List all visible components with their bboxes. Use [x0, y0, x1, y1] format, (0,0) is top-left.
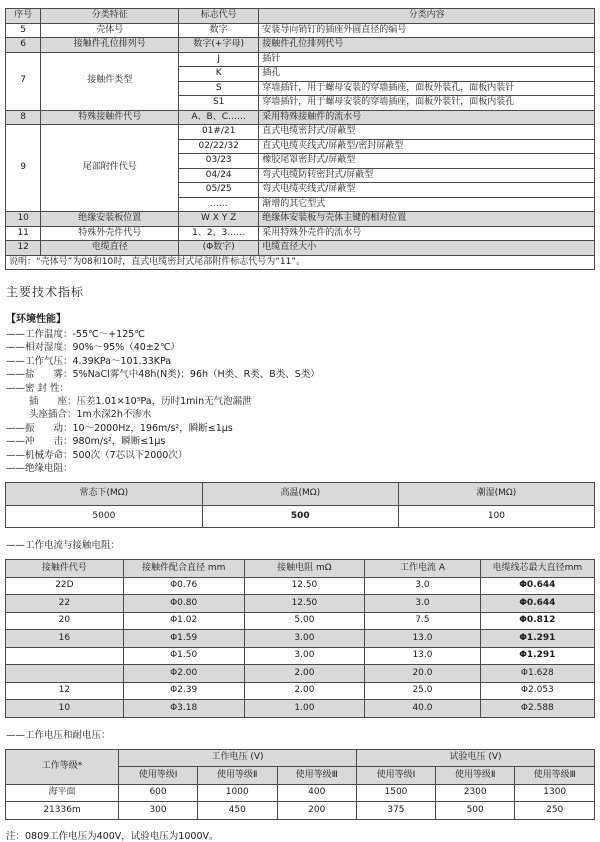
- current-and-contact-resistance-table: [5, 559, 595, 718]
- insulation-resistance-table: [5, 482, 595, 528]
- table-cell: 使用等级Ⅲ: [515, 767, 595, 785]
- table-row: [6, 700, 595, 718]
- table-cell: K: [179, 67, 259, 82]
- table-cell: 接触件孔位排列号: [41, 38, 179, 53]
- table-cell: 12.50: [244, 577, 365, 595]
- spec-line: 插 座：压差1.01×10⁵Pa，历时1min无气泡漏泄: [29, 396, 252, 408]
- bottom-note: 注：0809工作电压为400V，试验电压为1000V。: [6, 830, 219, 842]
- current-resistance-intro: ——工作电流与接触电阻：: [6, 540, 121, 552]
- table-cell: 绝缘体安装板与壳体主键的相对位置: [259, 212, 595, 227]
- table-cell: 10: [6, 700, 124, 718]
- table-cell: Φ0.80: [123, 595, 244, 613]
- table-cell: Φ1.59: [123, 630, 244, 648]
- table-cell: 电缆线芯最大直径mm: [480, 560, 594, 578]
- table-row: [6, 647, 595, 665]
- table-cell: Φ0.812: [480, 612, 594, 630]
- table-cell: 300: [119, 802, 198, 820]
- table-cell: 3.0: [365, 595, 480, 613]
- table-cell: 400: [277, 784, 357, 802]
- table-cell: 接触电阻 mΩ: [244, 560, 365, 578]
- table-cell: 使用等级Ⅰ: [357, 767, 436, 785]
- table-cell: Φ1.02: [123, 612, 244, 630]
- table-cell: 接触件配合直径 mm: [123, 560, 244, 578]
- table-cell: 7: [6, 52, 41, 110]
- voltage-intro: ——工作电压和耐电压：: [6, 729, 111, 741]
- table-cell: 22D: [6, 577, 124, 595]
- table-cell: 02/22/32: [179, 139, 259, 154]
- table-cell: 200: [277, 802, 357, 820]
- table-cell: 10: [6, 212, 41, 227]
- table-cell: 21336m: [6, 802, 119, 820]
- table-cell: 20.0: [365, 665, 480, 683]
- table-cell: Φ2.39: [123, 682, 244, 700]
- table-cell: 序号: [6, 9, 41, 24]
- table-row: [6, 577, 595, 595]
- table-cell: 特殊外壳件代号: [41, 226, 179, 241]
- table-cell: A、B、C……: [179, 110, 259, 125]
- table-cell: 常态下(MΩ): [6, 483, 203, 506]
- table-cell: 工作电流 A: [365, 560, 480, 578]
- table-cell: 接触件代号: [6, 560, 124, 578]
- table-cell: 100: [398, 505, 594, 528]
- table-cell: 插孔: [259, 67, 595, 82]
- table-row: [6, 483, 595, 506]
- table-cell: 12: [6, 241, 41, 256]
- table-cell: W X Y Z: [179, 212, 259, 227]
- table-cell: 使用等级Ⅰ: [119, 767, 198, 785]
- table-cell: [6, 647, 124, 665]
- table-cell: 13.0: [365, 630, 480, 648]
- table-cell: 05/25: [179, 183, 259, 198]
- table-row: [6, 38, 595, 53]
- table-row: [6, 9, 595, 24]
- table-cell: Φ2.053: [480, 682, 594, 700]
- table-cell: 450: [198, 802, 278, 820]
- table-cell: 渐增的其它型式: [259, 197, 595, 212]
- spec-line: ——工作温度：-55℃～+125℃: [6, 329, 145, 340]
- table-cell: 海平面: [6, 784, 119, 802]
- table-cell: 弯式电缆夹线式/屏蔽型: [259, 183, 595, 198]
- table-row: [6, 560, 595, 578]
- table-row: [6, 212, 595, 227]
- table-row: [6, 125, 595, 140]
- table-cell: 尾部附件代号: [41, 125, 179, 212]
- table-cell: 5.00: [244, 612, 365, 630]
- table-cell: Φ1.628: [480, 665, 594, 683]
- table-cell: 9: [6, 125, 41, 212]
- table-row: [6, 52, 595, 67]
- table-row: [6, 665, 595, 683]
- table-cell: Φ3.18: [123, 700, 244, 718]
- table-cell: S: [179, 81, 259, 96]
- table-cell: 标志代号: [179, 9, 259, 24]
- table-row: [6, 255, 595, 270]
- table-cell: 5: [6, 23, 41, 38]
- table-cell: 电缆直径: [41, 241, 179, 256]
- table-cell: 2.00: [244, 665, 365, 683]
- table-cell: 使用等级Ⅲ: [277, 767, 357, 785]
- table-cell: 工作电压 (V): [119, 749, 357, 767]
- table-row: [6, 612, 595, 630]
- table-cell: 数字: [179, 23, 259, 38]
- table-cell: 分类内容: [259, 9, 595, 24]
- table-cell: 采用特殊接触件的流水号: [259, 110, 595, 125]
- env-spec-list: [6, 328, 595, 475]
- table-cell: 说明：“壳体号”为08和10时，直式电缆密封式尾部附件标志代号为“11”。: [6, 255, 595, 270]
- table-cell: Φ1.291: [480, 647, 594, 665]
- table-cell: 12.50: [244, 595, 365, 613]
- table-cell: 11: [6, 226, 41, 241]
- table-cell: [6, 665, 124, 683]
- table-cell: Φ1.291: [480, 630, 594, 648]
- table-cell: 插针: [259, 52, 595, 67]
- table-cell: 3.00: [244, 647, 365, 665]
- table-cell: 375: [357, 802, 436, 820]
- table-cell: 600: [119, 784, 198, 802]
- spec-line: ——冲 击：980m/s²，瞬断≤1μs: [6, 436, 166, 448]
- table-cell: 6: [6, 38, 41, 53]
- table-cell: 弯式电缆防转密封式/屏蔽型: [259, 168, 595, 183]
- table-row: [6, 110, 595, 125]
- table-cell: 壳体号: [41, 23, 179, 38]
- table-cell: J: [179, 52, 259, 67]
- table-cell: 13.0: [365, 647, 480, 665]
- table-cell: 1500: [357, 784, 436, 802]
- classification-code-table: [5, 8, 595, 270]
- table-cell: 1000: [198, 784, 278, 802]
- table-cell: 22: [6, 595, 124, 613]
- table-cell: 25.0: [365, 682, 480, 700]
- section-heading-main-specs: 主要技术指标: [6, 285, 85, 299]
- table-cell: 试验电压 (V): [357, 749, 595, 767]
- spec-line: ——绝缘电阻：: [6, 463, 73, 475]
- table-row: [6, 241, 595, 256]
- table-cell: 1300: [515, 784, 595, 802]
- table-cell: 安装导向销钉的插座外圆直径的编号: [259, 23, 595, 38]
- table-cell: Φ2.00: [123, 665, 244, 683]
- table-cell: 04/24: [179, 168, 259, 183]
- table-cell: 电缆直径大小: [259, 241, 595, 256]
- table-cell: Φ0.644: [480, 577, 594, 595]
- table-cell: 20: [6, 612, 124, 630]
- table-cell: ……: [179, 197, 259, 212]
- table-row: [6, 595, 595, 613]
- table-row: [6, 630, 595, 648]
- working-voltage-table: [5, 749, 595, 820]
- spec-line: ——密 封 性：: [6, 382, 70, 394]
- table-cell: 250: [515, 802, 595, 820]
- table-cell: 绝缘安装板位置: [41, 212, 179, 227]
- table-cell: 1.00: [244, 700, 365, 718]
- table-cell: 分类特征: [41, 9, 179, 24]
- table-cell: Φ2.588: [480, 700, 594, 718]
- table-cell: 接触件孔位排列代号: [259, 38, 595, 53]
- table-cell: 3.00: [244, 630, 365, 648]
- table-cell: 接触件类型: [41, 52, 179, 110]
- table-cell: 潮湿(MΩ): [398, 483, 594, 506]
- table-cell: 3.0: [365, 577, 480, 595]
- table-cell: 2300: [435, 784, 515, 802]
- table-cell: Φ0.644: [480, 595, 594, 613]
- table-cell: 穿墙插针，用于螺母安装的穿墙插座，面板外装孔，面板内装针: [259, 81, 595, 96]
- table-cell: 穿墙插针，用于螺母安装的穿墙插座，面板外装针，面板内装孔: [259, 96, 595, 111]
- table-cell: S1: [179, 96, 259, 111]
- table-cell: 直式电缆夹线式/屏蔽型/密封屏蔽型: [259, 139, 595, 154]
- spec-line: ——相对湿度：90%～95%（40±2℃）: [6, 342, 180, 354]
- table-row: [6, 682, 595, 700]
- table-cell: 7.5: [365, 612, 480, 630]
- spec-line: ——工作气压：4.39KPa～101.33KPa: [6, 355, 172, 367]
- table-cell: 03/23: [179, 154, 259, 169]
- table-cell: 1、2、3……: [179, 226, 259, 241]
- table-row: [6, 784, 595, 802]
- table-cell: 使用等级Ⅱ: [198, 767, 278, 785]
- spec-line: ——振 动：10～2000Hz，196m/s²，瞬断≤1μs: [6, 422, 233, 434]
- table-row: [6, 226, 595, 241]
- spec-line: ——机械寿命：500次（7芯以下2000次）: [6, 449, 188, 461]
- env-performance-heading: 【环境性能】: [6, 314, 66, 325]
- table-cell: 橡胶尾罩密封式/屏蔽型: [259, 154, 595, 169]
- spec-line: ——盐 雾：5%NaCl雾气中48h(N类)；96h（H类、R类、B类、S类）: [6, 369, 320, 381]
- table-cell: 16: [6, 630, 124, 648]
- table-row: [6, 749, 595, 767]
- spec-line: 头座插合：1m水深2h不渗水: [29, 409, 152, 421]
- table-row: [6, 802, 595, 820]
- table-cell: 01#/21: [179, 125, 259, 140]
- table-cell: 8: [6, 110, 41, 125]
- table-cell: 40.0: [365, 700, 480, 718]
- table-cell: (Φ数字): [179, 241, 259, 256]
- table-cell: 500: [202, 505, 398, 528]
- table-cell: 高温(MΩ): [202, 483, 398, 506]
- table-row: [6, 505, 595, 528]
- table-cell: 工作等级*: [6, 749, 119, 784]
- table-cell: Φ1.50: [123, 647, 244, 665]
- table-cell: 使用等级Ⅱ: [435, 767, 515, 785]
- table-cell: Φ0.76: [123, 577, 244, 595]
- table-cell: 直式电缆密封式/屏蔽型: [259, 125, 595, 140]
- table-cell: 5000: [6, 505, 203, 528]
- table-cell: 特殊接触件代号: [41, 110, 179, 125]
- table-row: [6, 23, 595, 38]
- table-cell: 数字(+字母): [179, 38, 259, 53]
- table-cell: 采用特殊外壳件的流水号: [259, 226, 595, 241]
- table-cell: 500: [435, 802, 515, 820]
- table-cell: 2.00: [244, 682, 365, 700]
- spacer: [5, 475, 595, 482]
- table-cell: 12: [6, 682, 124, 700]
